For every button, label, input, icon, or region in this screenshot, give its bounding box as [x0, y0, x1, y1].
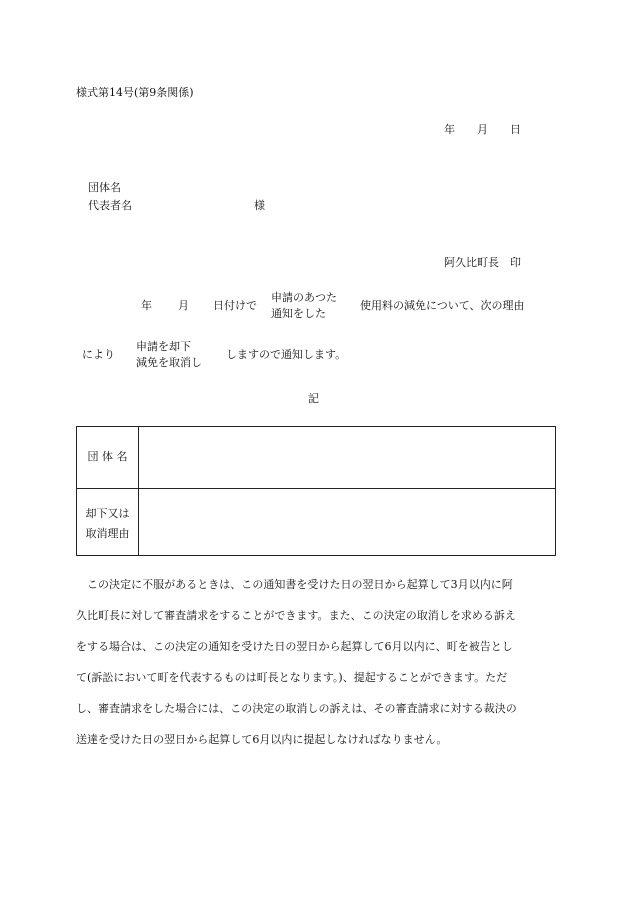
detail-table	[76, 426, 556, 556]
appeal-notice-line-1: この決定に不服があるときは、この通知書を受けた日の翌日から起算して3月以内に阿	[76, 578, 513, 591]
appeal-notice-line-5: し、審査請求をした場合には、この決定の取消しの訴えは、その審査請求に対する裁決の	[76, 702, 517, 715]
appeal-notice-line-3: をする場合は、この決定の通知を受けた日の翌日から起算して6月以内に、町を被告とし	[76, 640, 513, 653]
appeal-notice-paragraph	[76, 574, 556, 760]
table-label-org-name-text: 団 体 名	[87, 450, 128, 463]
appeal-notice-line-6: 送達を受けた日の翌日から起算して6月以内に提起しなければなりません。	[76, 733, 448, 746]
form-number: 様式第14号(第9条関係)	[76, 86, 194, 99]
rep-name-label: 代表者名	[88, 199, 132, 212]
appeal-notice-line-2: 久比町長に対して審査請求をすることができます。また、この決定の取消しを求める訴え	[76, 609, 516, 622]
table-value-org-name	[139, 427, 555, 488]
table-label-reason-line1: 却下又は	[85, 507, 130, 520]
appeal-notice-line-4: て(訴訟において町を代表するものは町長となります。)、提起することができます。ただ	[76, 671, 508, 684]
issuer-seal-line: 阿久比町長 印	[444, 256, 521, 269]
notice-decision-line1: 申請を却下	[136, 340, 191, 353]
table-label-org-name	[77, 447, 138, 467]
notice-applied-line2: 通知をした	[271, 307, 326, 320]
notice-applied-line1: 申請のあつた	[271, 291, 337, 304]
notice-subject: 使用料の減免について、次の理由	[360, 299, 525, 312]
table-label-reason-line2: 取消理由	[85, 527, 130, 540]
date-line: 年 月 日	[444, 123, 521, 136]
notice-by: により	[82, 348, 115, 361]
table-value-reason	[139, 489, 555, 555]
ki-heading: 記	[308, 392, 319, 405]
table-label-reason	[77, 504, 138, 544]
notice-decision-line2: 減免を取消し	[136, 356, 202, 369]
org-name-label: 団体名	[88, 181, 121, 194]
honorific: 様	[254, 199, 265, 212]
notice-month: 月	[178, 299, 189, 312]
notice-dated: 日付けで	[213, 299, 257, 312]
notice-closing: しますので通知します。	[226, 348, 347, 361]
notice-year: 年	[141, 299, 152, 312]
